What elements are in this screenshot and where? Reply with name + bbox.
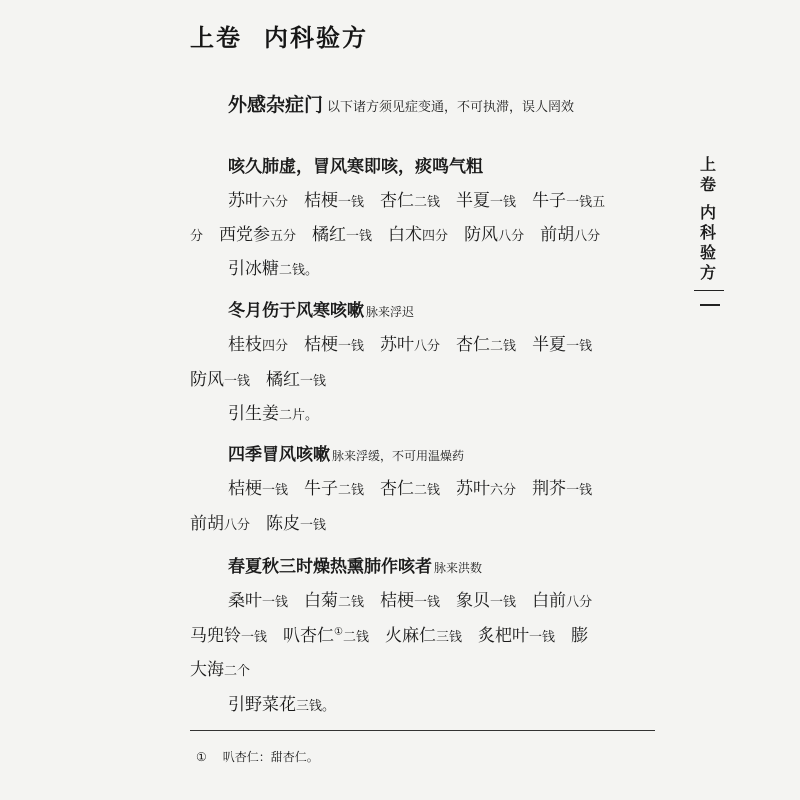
ingredient-dose: 一钱 — [224, 374, 251, 389]
ingredient-name: 杏仁 — [456, 335, 491, 355]
ingredient-name: 桑叶 — [228, 591, 262, 611]
entry-title — [228, 152, 483, 177]
ingredient — [228, 474, 288, 499]
entry-title — [228, 440, 464, 465]
section-note: 以下诸方须见症变通，不可执滞，误人罔效 — [327, 100, 575, 115]
ingredient-dose: 一钱 — [566, 483, 593, 498]
entry-title — [228, 552, 482, 577]
ingredient — [380, 186, 440, 211]
ingredient-name: 炙杷叶 — [478, 626, 530, 646]
ingredient-dose: 一钱 — [346, 229, 373, 244]
ingredient-dose: 二钱 — [342, 630, 369, 645]
ingredient-dose: 一钱 — [300, 518, 327, 533]
ingredient-dose: 八分 — [414, 339, 441, 354]
ingredient-dose: 八分 — [574, 229, 601, 244]
ingredient — [380, 474, 440, 499]
running-head-char: 科 — [699, 223, 716, 242]
guide-line — [228, 690, 335, 715]
ingredient — [228, 330, 288, 355]
ingredient-name: 白菊 — [304, 591, 339, 611]
ingredient-name: 西党参 — [219, 225, 271, 245]
ingredient-name: 陈皮 — [266, 514, 301, 534]
ingredient-name: 大海 — [190, 660, 224, 680]
entry-title-text: 冬月伤于风寒咳嗽 — [228, 301, 364, 321]
ingredient — [219, 220, 296, 245]
ingredient-line — [190, 621, 588, 646]
ingredient — [380, 586, 440, 611]
ingredient-line — [228, 330, 592, 355]
ingredient — [456, 330, 516, 355]
ingredient-dose: 一钱 — [300, 374, 327, 389]
ingredient-name: 防风 — [464, 225, 499, 245]
guide-name: 引冰糖 — [228, 259, 279, 279]
section-header — [228, 90, 574, 117]
chapter-name: 内科验方 — [264, 24, 368, 52]
ingredient-name: 火麻仁 — [385, 626, 436, 646]
ingredient-name: 桔梗 — [380, 591, 415, 611]
ingredient-dose: 分 — [190, 229, 204, 244]
ingredient-name: 膨 — [571, 626, 589, 646]
ingredient-dose: 一钱 — [414, 595, 441, 610]
ingredient-name: 苏叶 — [228, 191, 262, 211]
ingredient-name: 桔梗 — [228, 479, 262, 499]
ingredient — [478, 621, 555, 646]
page-number — [700, 304, 720, 306]
guide-dose: 三钱。 — [296, 699, 336, 714]
chapter-volume: 上卷 — [190, 24, 242, 52]
running-head-char: 上 — [699, 155, 716, 174]
ingredient-dose: 一钱 — [241, 630, 268, 645]
ingredient-dose: 一钱 — [338, 195, 365, 210]
ingredient-dose: 一钱 — [262, 483, 289, 498]
ingredient-dose: 八分 — [224, 518, 251, 533]
ingredient-dose: 二钱 — [490, 339, 517, 354]
ingredient-name: 前胡 — [540, 225, 575, 245]
ingredient-dose: 二钱 — [338, 595, 365, 610]
ingredient-line — [190, 365, 326, 390]
guide-dose: 二片。 — [279, 408, 319, 423]
guide-name: 引生姜 — [228, 404, 279, 424]
entry-title-text: 四季冒风咳嗽 — [228, 445, 330, 465]
ingredient-name: 橘红 — [266, 370, 301, 390]
ingredient-name: 桔梗 — [304, 191, 339, 211]
ingredient-line — [190, 655, 250, 680]
entry-subtitle: 脉来洪数 — [434, 561, 483, 575]
ingredient — [190, 655, 250, 680]
ingredient-dose: 二钱 — [414, 483, 441, 498]
ingredient-dose: 二钱 — [414, 195, 441, 210]
ingredient-name: 橘红 — [312, 225, 347, 245]
ingredient — [266, 365, 326, 390]
ingredient-line — [228, 474, 592, 499]
ingredient-name: 白术 — [388, 225, 423, 245]
ingredient-dose: 一钱五 — [566, 195, 606, 210]
entry-subtitle: 脉来浮缓，不可用温燥药 — [332, 449, 465, 463]
ingredient — [228, 586, 288, 611]
running-head-rule — [694, 290, 724, 291]
ingredient-dose: 六分 — [262, 195, 289, 210]
ingredient — [456, 586, 516, 611]
ingredient — [304, 586, 364, 611]
ingredient — [190, 509, 250, 534]
ingredient-name: 半夏 — [456, 191, 491, 211]
ingredient-dose: 一钱 — [490, 595, 517, 610]
entry-title — [228, 296, 414, 321]
ingredient-dose: 八分 — [498, 229, 525, 244]
ingredient-name: 苏叶 — [456, 479, 491, 499]
ingredient — [388, 220, 448, 245]
chapter-title — [190, 18, 368, 53]
guide-dose: 二钱。 — [279, 263, 319, 278]
entry-title-text: 咳久肺虚，冒风寒即咳，痰鸣气粗 — [228, 157, 483, 177]
ingredient-dose: 三钱 — [436, 630, 463, 645]
guide-line — [228, 254, 318, 279]
ingredient — [312, 220, 372, 245]
ingredient — [464, 220, 524, 245]
ingredient — [266, 509, 326, 534]
ingredient-name: 牛子 — [532, 191, 567, 211]
ingredient-line — [228, 586, 592, 611]
running-head-char: 方 — [699, 263, 716, 282]
ingredient-dose: 二钱 — [338, 483, 365, 498]
ingredient — [540, 220, 600, 245]
ingredient — [532, 330, 592, 355]
ingredient-dose: 四分 — [422, 229, 449, 244]
guide-name: 引野菜花 — [228, 695, 296, 715]
ingredient — [532, 586, 592, 611]
ingredient-name: 桂枝 — [228, 335, 262, 355]
ingredient-dose: 五分 — [270, 229, 297, 244]
ingredient — [304, 474, 364, 499]
footnote-mark: ① — [196, 750, 207, 764]
ingredient — [304, 330, 364, 355]
ingredient-dose: 四分 — [262, 339, 289, 354]
ingredient-dose: 二个 — [224, 664, 251, 679]
ingredient-dose: 六分 — [490, 483, 517, 498]
running-head-char: 内 — [699, 203, 716, 222]
ingredient — [228, 186, 288, 211]
ingredient-line — [190, 509, 326, 534]
running-head-char: 验 — [699, 243, 716, 262]
guide-line — [228, 399, 318, 424]
ingredient — [190, 365, 250, 390]
ingredient-dose: 一钱 — [529, 630, 556, 645]
running-head — [698, 155, 718, 283]
ingredient-line — [190, 220, 600, 245]
ingredient-line — [228, 186, 605, 211]
footnote-text: 叭杏仁：甜杏仁。 — [222, 750, 319, 764]
entry-subtitle: 脉来浮迟 — [366, 305, 415, 319]
ingredient — [385, 621, 462, 646]
section-heading: 外感杂症门 — [228, 94, 324, 116]
ingredient-dose: 八分 — [566, 595, 593, 610]
entry-title-text: 春夏秋三时燥热熏肺作咳者 — [228, 557, 432, 577]
ingredient-name: 象贝 — [456, 591, 491, 611]
footnote-ref: ① — [334, 626, 343, 638]
footnote-rule — [190, 730, 655, 731]
running-head-char: 卷 — [699, 175, 716, 194]
ingredient-name: 荆芥 — [532, 479, 567, 499]
ingredient-dose: 一钱 — [338, 339, 365, 354]
ingredient-name: 前胡 — [190, 514, 224, 534]
ingredient-name: 马兜铃 — [190, 626, 241, 646]
ingredient — [283, 621, 369, 646]
ingredient — [190, 621, 267, 646]
ingredient-name: 桔梗 — [304, 335, 339, 355]
ingredient-name: 牛子 — [304, 479, 339, 499]
ingredient-name: 半夏 — [532, 335, 567, 355]
ingredient — [456, 186, 516, 211]
ingredient-name: 苏叶 — [380, 335, 415, 355]
ingredient — [571, 621, 588, 646]
ingredient — [190, 225, 203, 245]
ingredient — [532, 474, 592, 499]
ingredient — [456, 474, 516, 499]
ingredient-name: 杏仁 — [380, 191, 415, 211]
ingredient-name: 白前 — [532, 591, 567, 611]
ingredient-name: 杏仁 — [380, 479, 415, 499]
ingredient-name: 防风 — [190, 370, 224, 390]
ingredient-dose: 一钱 — [490, 195, 517, 210]
ingredient — [532, 186, 605, 211]
ingredient-dose: 一钱 — [566, 339, 593, 354]
ingredient-dose: 一钱 — [262, 595, 289, 610]
ingredient — [380, 330, 440, 355]
ingredient-name: 叭杏仁 — [283, 626, 335, 646]
footnote — [196, 748, 319, 765]
ingredient — [304, 186, 364, 211]
